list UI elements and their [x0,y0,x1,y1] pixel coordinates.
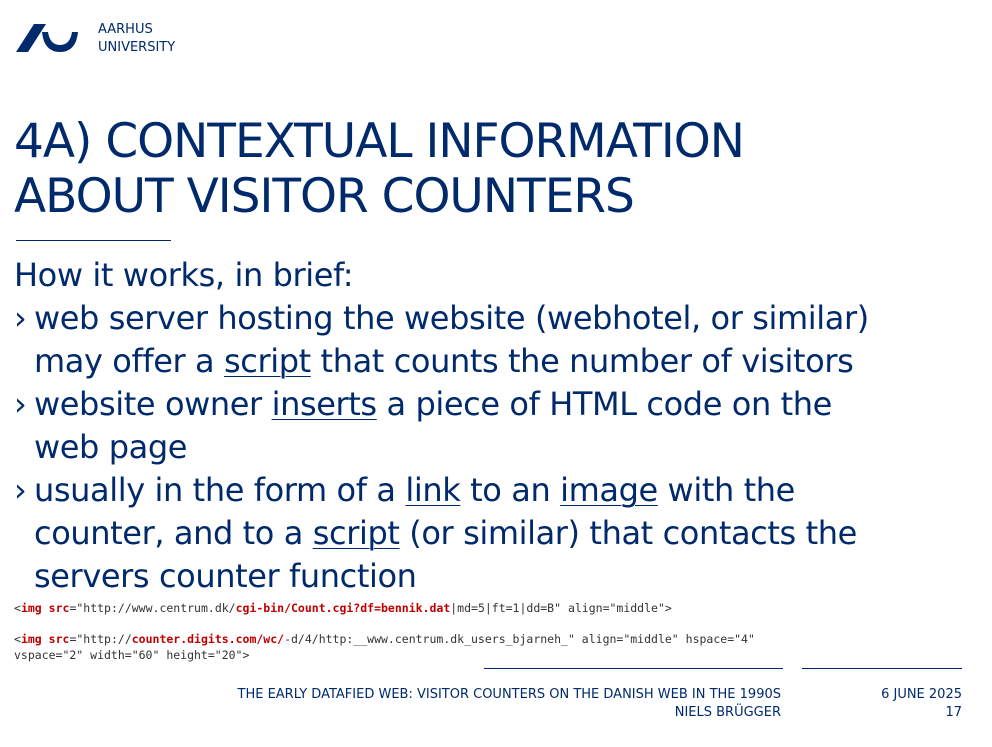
code-2-attr: src [48,632,70,646]
code-2-eq: ="http:// [69,632,132,646]
bullet-2-text-c: web page [34,428,188,466]
bullet-3-text-a: usually in the form of a [34,471,406,509]
footer-title: THE EARLY DATAFIED WEB: VISITOR COUNTERS ON THE DANISH WEB IN THE 1990S [237,687,781,702]
bullet-3-text-f: servers counter function [34,557,417,595]
footer-author: NIELS BRÜGGER [674,705,781,720]
slide-body [14,254,984,598]
image-link[interactable]: image [560,471,658,509]
code-snippet-2 [14,632,755,646]
footer-date-page [881,686,962,722]
code-1-rest: |md=5|ft=1|dd=B" align="middle"> [450,601,672,615]
code-1-space [42,601,49,615]
code-1-eq: ="http://www.centrum.dk/ [69,601,236,615]
bullet-1-line2 [34,340,984,383]
lead-text: How it works, in brief: [14,256,354,294]
bullet-3-line3 [34,555,984,598]
bullet-1-text-b: may offer a [34,342,224,380]
code-1-tag: img [20,601,42,615]
footer-divider-right [802,668,962,669]
script-link-2[interactable]: script [312,514,400,552]
code-2-tag: img [20,632,42,646]
code-1-highlight: cgi-bin/Count.cgi?df=bennik.dat [235,601,451,615]
bullet-1-line1 [34,297,984,340]
bullet-item-1 [14,297,984,383]
slide-title [14,114,744,224]
bullet-item-2 [14,383,984,469]
bullet-2-text-b: a piece of HTML code on the [376,385,832,423]
inserts-link[interactable]: inserts [271,385,377,423]
bullet-2-text-a: website owner [34,385,272,423]
slide-title-line1: 4A) CONTEXTUAL INFORMATION [14,114,744,169]
bullet-2-line1 [34,383,984,426]
code-2-space [42,632,49,646]
link-link[interactable]: link [405,471,461,509]
bullet-3-text-d: counter, and to a [34,514,313,552]
bullet-chevron-icon: › [14,299,27,337]
aarhus-university-logo-icon [14,18,80,58]
university-name-line1: AARHUS [98,22,153,37]
bullet-2-line2 [34,426,984,469]
slide-title-line2: ABOUT VISITOR COUNTERS [14,169,634,224]
footer-presentation-info [238,686,781,722]
code-snippet-2-continued: vspace="2" width="60" height="20"> [14,648,250,662]
code-1-attr: src [48,601,70,615]
code-2-highlight: counter.digits.com/wc/ [131,632,285,646]
bullet-1-text-a: web server hosting the website (webhotel, or similar) [34,299,869,337]
bullet-3-text-e: (or similar) that contacts the [399,514,857,552]
script-link-1[interactable]: script [224,342,311,380]
footer-date: 6 JUNE 2025 [881,687,962,702]
bullet-3-line2 [34,512,984,555]
bullet-1-text-c: that counts the number of visitors [310,342,854,380]
page-number: 17 [945,705,962,720]
code-2-rest: -d/4/http:__www.centrum.dk_users_bjarneh_" align="middle" hspace="4" [284,632,755,646]
bullet-item-3 [14,469,984,598]
code-2-lt: < [14,632,21,646]
bullet-chevron-icon: › [14,471,27,509]
bullet-3-text-c: with the [657,471,795,509]
bullet-chevron-icon: › [14,385,27,423]
title-divider [16,240,171,241]
bullet-3-text-b: to an [460,471,561,509]
university-name-line2: UNIVERSITY [98,40,176,55]
university-name [98,21,175,57]
code-1-lt: < [14,601,21,615]
footer-divider-left [484,668,783,669]
bullet-3-line1 [34,469,984,512]
code-snippet-1 [14,601,672,615]
